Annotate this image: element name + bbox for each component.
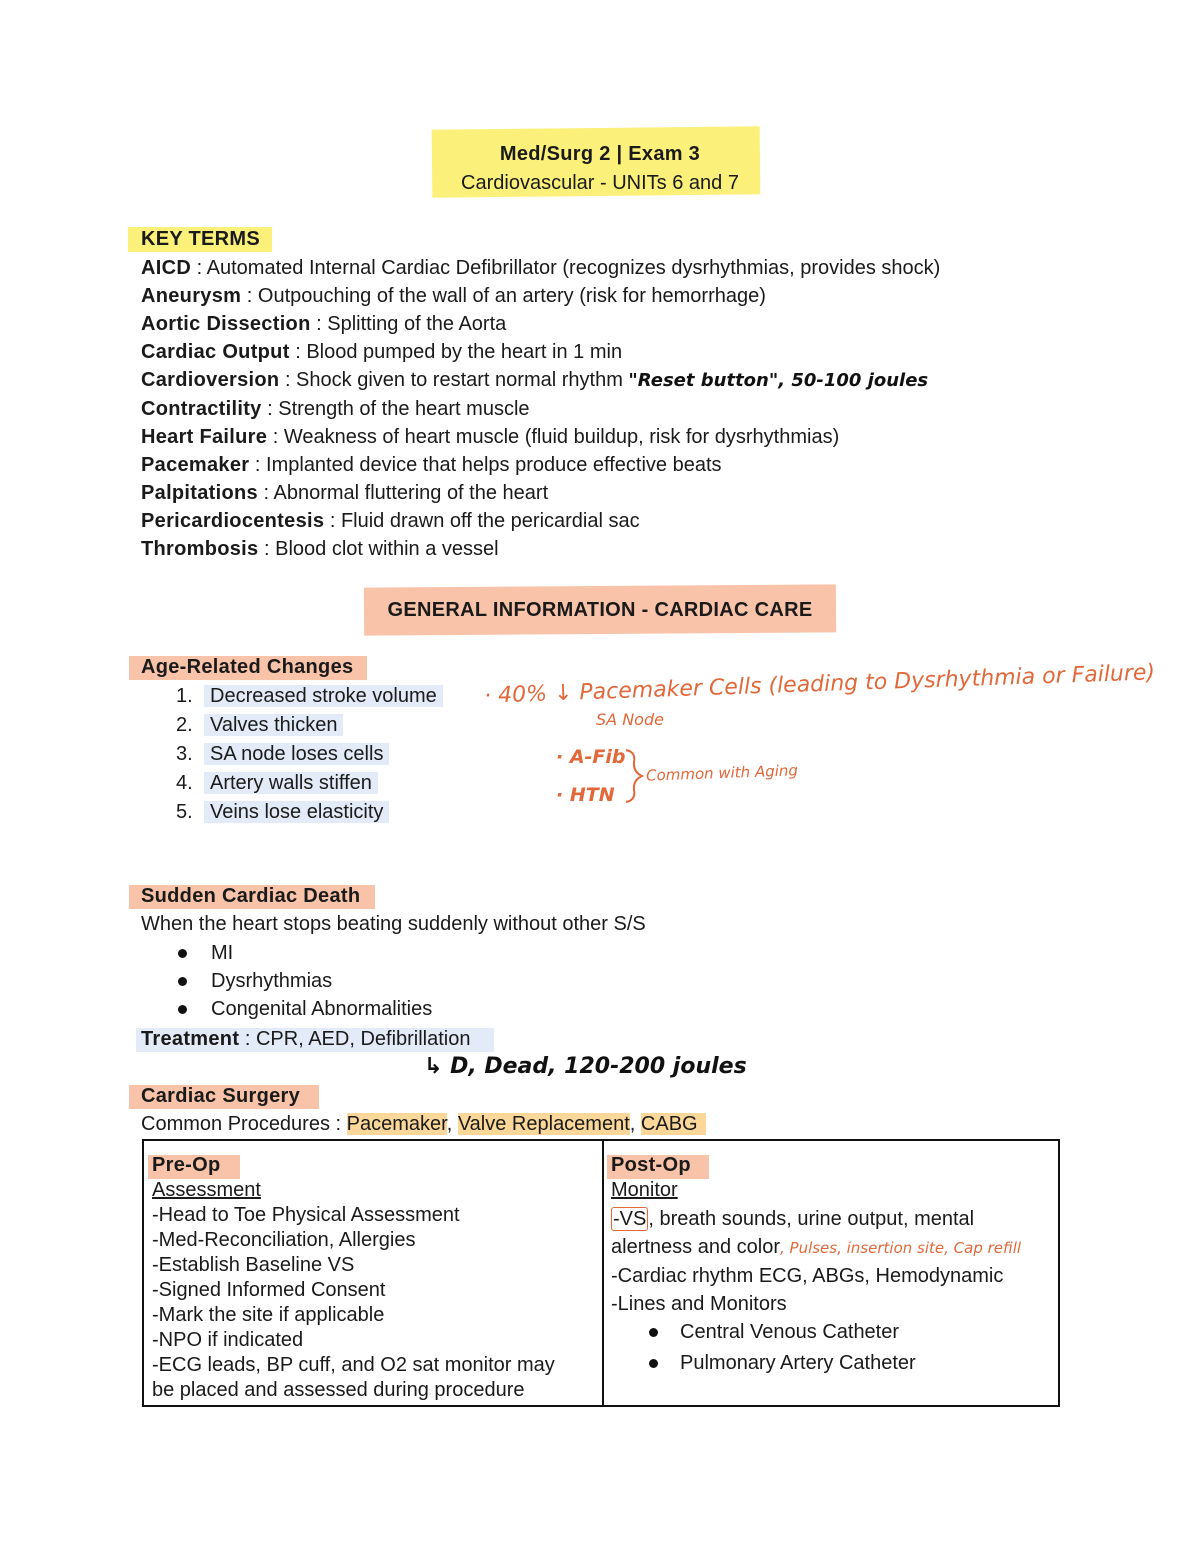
bullet-icon: [178, 1005, 187, 1014]
pre-op-sub-label: Assessment: [152, 1179, 261, 1201]
bullet-icon: [649, 1359, 658, 1368]
term-label: Cardioversion: [141, 369, 280, 391]
list-text: Dysrhythmias: [211, 970, 333, 992]
post-op-bullet: [611, 1320, 1021, 1345]
term-definition: : Abnormal fluttering of the heart: [257, 482, 549, 504]
list-text: Decreased stroke volume: [204, 685, 443, 707]
treatment-label: Treatment: [141, 1028, 240, 1050]
age-related-list: [176, 682, 443, 827]
term-row: [141, 479, 940, 507]
term-definition: : Splitting of the Aorta: [310, 313, 507, 335]
term-label: Cardiac Output: [141, 341, 290, 363]
vs-boxed: -VS: [613, 1208, 647, 1230]
term-row: [141, 338, 940, 366]
term-definition: : Blood clot within a vessel: [258, 538, 499, 560]
sudden-death-description: When the heart stops beating suddenly without other S/S: [141, 913, 646, 935]
sudden-death-heading: Sudden Cardiac Death: [141, 885, 361, 907]
post-op-bullet: [611, 1351, 1021, 1376]
sa-node-note: SA Node: [596, 710, 664, 729]
list-number: 1.: [176, 685, 193, 707]
bullet-icon: [649, 1328, 658, 1337]
bullet-text: Central Venous Catheter: [680, 1321, 900, 1343]
list-number: 3.: [176, 743, 193, 765]
term-row: [141, 395, 940, 423]
term-label: Pacemaker: [141, 454, 250, 476]
procedure-separator: ,: [446, 1113, 458, 1135]
post-op-cell: [611, 1153, 1021, 1376]
bullet-icon: [178, 977, 187, 986]
treatment-text: : CPR, AED, Defibrillation: [239, 1028, 471, 1050]
bullet-icon: [178, 949, 187, 958]
term-label: AICD: [141, 257, 192, 279]
pre-op-line: -Signed Informed Consent: [152, 1279, 386, 1301]
term-definition: : Strength of the heart muscle: [261, 398, 530, 420]
pre-op-line: -Head to Toe Physical Assessment: [152, 1204, 460, 1226]
page-title: Med/Surg 2 | Exam 3: [499, 143, 701, 165]
procedures-label: Common Procedures :: [141, 1113, 347, 1135]
pre-post-op-table: [142, 1139, 1060, 1407]
list-item: [176, 740, 443, 769]
defibrillation-handwritten-note: ↳ D, Dead, 120-200 joules: [424, 1054, 747, 1079]
procedure-valve-replacement: Valve Replacement: [457, 1113, 630, 1135]
post-op-handwritten-note: , Pulses, insertion site, Cap refill: [779, 1239, 1022, 1257]
list-text: Congenital Abnormalities: [211, 998, 433, 1020]
post-op-line-rest: , breath sounds, urine output, mental: [648, 1208, 975, 1230]
term-definition: : Blood pumped by the heart in 1 min: [289, 341, 623, 363]
term-definition: : Implanted device that helps produce effective beats: [249, 454, 722, 476]
list-text: SA node loses cells: [204, 743, 389, 765]
pre-op-line: -Med-Reconciliation, Allergies: [152, 1229, 416, 1251]
post-op-line: [611, 1235, 1021, 1261]
pre-op-line: -NPO if indicated: [152, 1329, 304, 1351]
pacemaker-cells-note: · 40% ↓ Pacemaker Cells (leading to Dysrhythmia or Failure): [483, 660, 1156, 709]
term-definition: : Fluid drawn off the pericardial sac: [324, 510, 640, 532]
pre-op-line: -Establish Baseline VS: [152, 1254, 355, 1276]
common-with-aging-note: Common with Aging: [645, 761, 799, 785]
post-op-heading: Post-Op: [611, 1154, 691, 1176]
term-row: [141, 507, 940, 535]
general-info-heading: GENERAL INFORMATION - CARDIAC CARE: [387, 599, 813, 621]
term-definition: : Outpouching of the wall of an artery (risk for hemorrhage): [241, 285, 766, 307]
bullet-text: Pulmonary Artery Catheter: [680, 1352, 916, 1374]
key-terms-heading: KEY TERMS: [141, 228, 261, 250]
list-number: 4.: [176, 772, 193, 794]
post-op-line: -Lines and Monitors: [611, 1293, 787, 1315]
term-label: Contractility: [141, 398, 262, 420]
list-item: [178, 939, 432, 967]
pre-op-cell: [152, 1153, 555, 1403]
term-label: Aneurysm: [141, 285, 242, 307]
list-text: Valves thicken: [204, 714, 343, 736]
procedure-separator: ,: [629, 1113, 641, 1135]
treatment-line: [141, 1025, 471, 1053]
common-procedures-line: [141, 1110, 706, 1138]
list-item: [178, 995, 432, 1023]
key-terms-list: [141, 254, 940, 563]
term-row: [141, 535, 940, 563]
list-item: [176, 798, 443, 827]
pre-op-heading: Pre-Op: [152, 1154, 221, 1176]
list-item: [176, 682, 443, 711]
post-op-line: [611, 1207, 1021, 1232]
term-row: [141, 451, 940, 479]
term-row: [141, 254, 940, 282]
list-number: 2.: [176, 714, 193, 736]
term-label: Pericardiocentesis: [141, 510, 325, 532]
term-definition: : Shock given to restart normal rhythm: [279, 369, 629, 391]
cardioversion-handwritten-note: "Reset button", 50-100 joules: [628, 370, 929, 391]
procedure-pacemaker: Pacemaker: [346, 1113, 447, 1135]
term-row: [141, 282, 940, 310]
afib-note: · A-Fib: [556, 746, 626, 768]
term-label: Thrombosis: [141, 538, 259, 560]
term-label: Palpitations: [141, 482, 258, 504]
term-label: Aortic Dissection: [141, 313, 311, 335]
list-text: Artery walls stiffen: [204, 772, 378, 794]
term-row: [141, 366, 940, 395]
post-op-sub-label: Monitor: [611, 1179, 678, 1201]
list-item: [176, 711, 443, 740]
pre-op-line: -ECG leads, BP cuff, and O2 sat monitor may: [152, 1354, 555, 1376]
age-related-heading: Age-Related Changes: [141, 656, 354, 678]
post-op-subheading: [611, 1178, 1021, 1203]
brace-icon: [622, 748, 646, 804]
post-op-line-text: alertness and color: [611, 1236, 780, 1258]
procedure-cabg: CABG: [641, 1113, 706, 1135]
term-definition: : Weakness of heart muscle (fluid buildup, risk for dysrhythmias): [267, 426, 840, 448]
term-label: Heart Failure: [141, 426, 268, 448]
term-definition: : Automated Internal Cardiac Defibrillator (recognizes dysrhythmias, provides shock): [191, 257, 941, 279]
pre-op-line: -Mark the site if applicable: [152, 1304, 385, 1326]
page-subtitle: Cardiovascular - UNITs 6 and 7: [461, 172, 739, 194]
list-number: 5.: [176, 801, 193, 823]
list-text: Veins lose elasticity: [204, 801, 389, 823]
list-item: [178, 967, 432, 995]
list-text: MI: [211, 942, 234, 964]
list-item: [176, 769, 443, 798]
post-op-line: -Cardiac rhythm ECG, ABGs, Hemodynamic: [611, 1265, 1004, 1287]
sudden-death-list: [178, 939, 432, 1023]
htn-note: · HTN: [556, 784, 615, 806]
pre-op-subheading: [152, 1178, 555, 1203]
table-divider: [602, 1141, 604, 1405]
pre-op-line: be placed and assessed during procedure: [152, 1379, 525, 1401]
cardiac-surgery-heading: Cardiac Surgery: [141, 1085, 301, 1107]
term-row: [141, 423, 940, 451]
term-row: [141, 310, 940, 338]
